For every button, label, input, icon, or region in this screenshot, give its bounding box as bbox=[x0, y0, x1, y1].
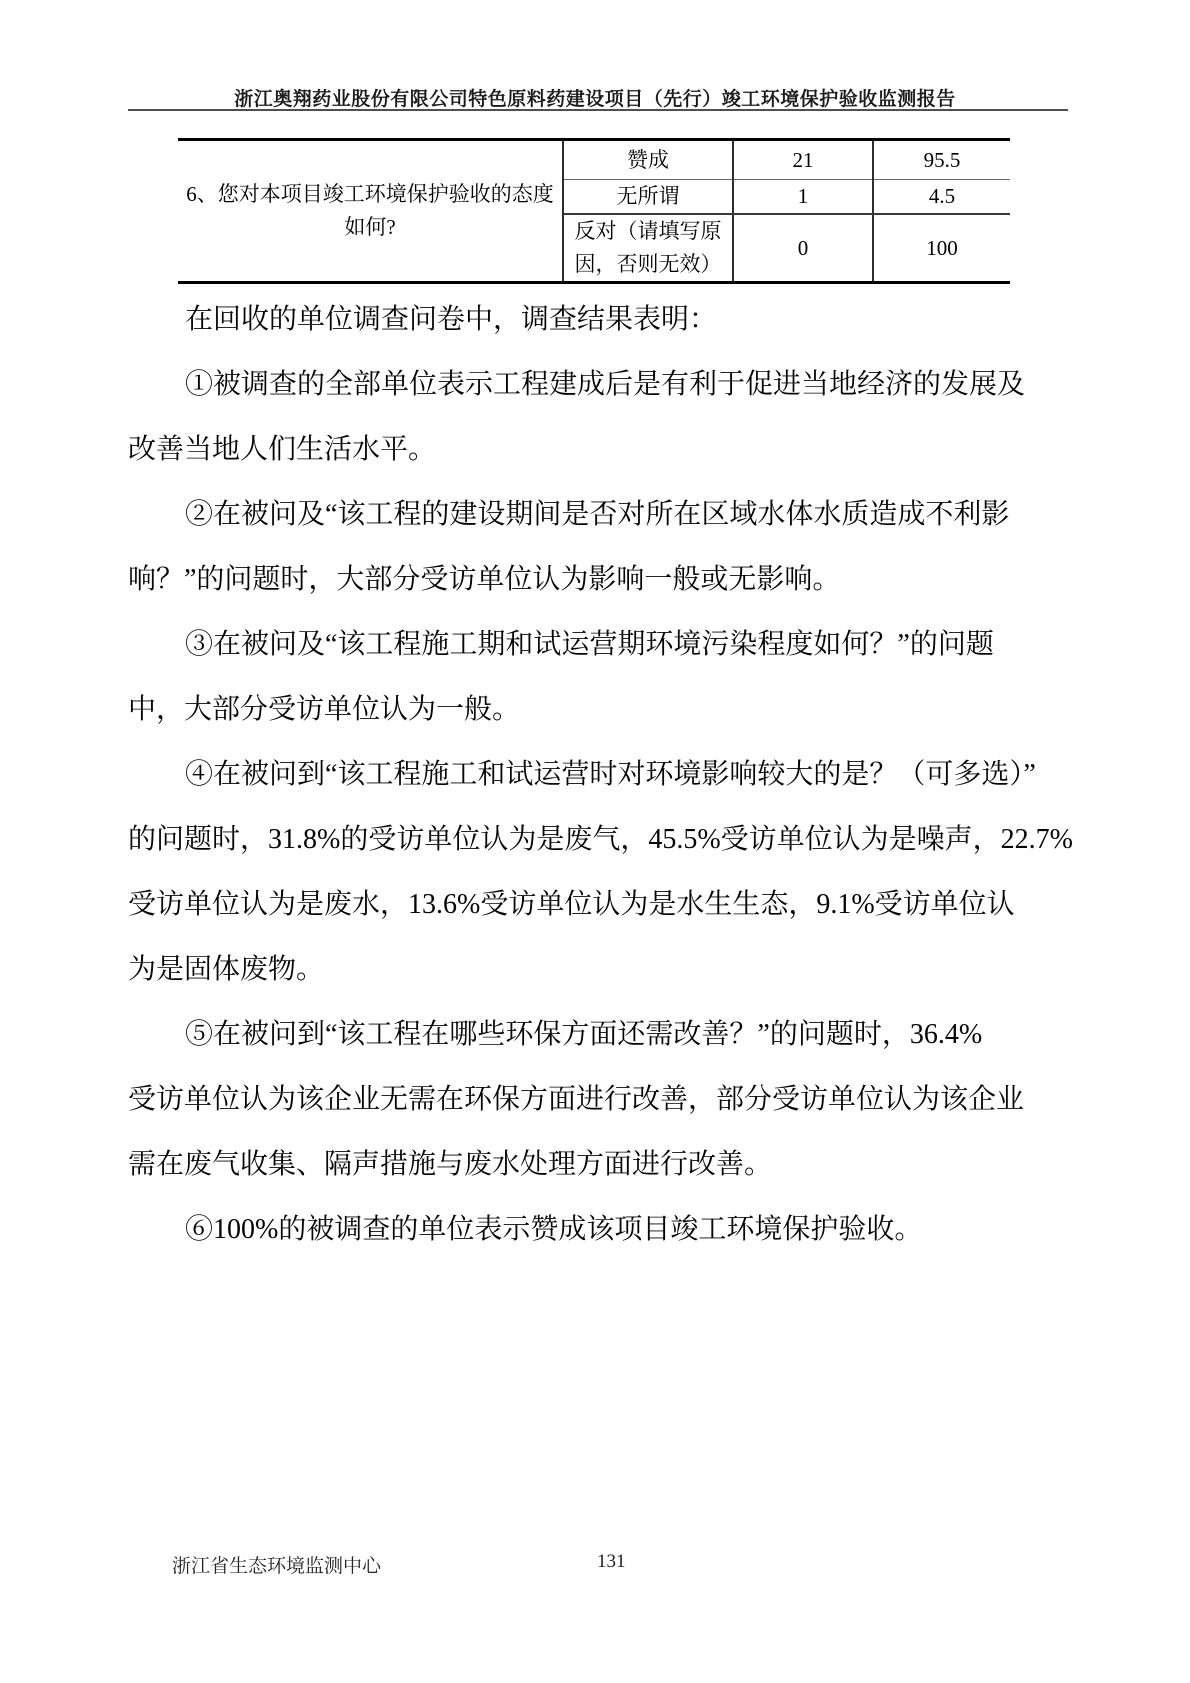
body-paragraphs bbox=[128, 287, 1072, 1262]
header-rule bbox=[128, 109, 1068, 111]
option-cell: 赞成 bbox=[563, 140, 733, 180]
paragraph-line: 需在废气收集、隔声措施与废水处理方面进行改善。 bbox=[128, 1149, 773, 1180]
option-cell: 反对（请填写原因，否则无效） bbox=[563, 214, 733, 283]
paragraph-line: ⑥100%的被调查的单位表示赞成该项目竣工环境保护验收。 bbox=[185, 1214, 923, 1245]
paragraph-line: 的问题时，31.8%的受访单位认为是废气，45.5%受访单位认为是噪声，22.7% bbox=[128, 824, 1073, 855]
table-row bbox=[178, 140, 1010, 180]
percent-cell: 95.5 bbox=[873, 140, 1010, 180]
paragraph-line: 为是固体废物。 bbox=[128, 954, 325, 985]
paragraph-line: 改善当地人们生活水平。 bbox=[128, 434, 437, 465]
paragraph-line: 中，大部分受访单位认为一般。 bbox=[128, 694, 521, 725]
footer-organization: 浙江省生态环境监测中心 bbox=[172, 1556, 382, 1577]
option-cell: 无所谓 bbox=[563, 180, 733, 215]
paragraph-line: ①被调查的全部单位表示工程建成后是有利于促进当地经济的发展及 bbox=[185, 369, 1026, 400]
paragraph-line: 受访单位认为是废水，13.6%受访单位认为是水生生态，9.1%受访单位认 bbox=[128, 889, 1015, 920]
paragraph-line: ②在被问及“该工程的建设期间是否对所在区域水体水质造成不利影 bbox=[185, 499, 1010, 530]
paragraph-line: ③在被问及“该工程施工期和试运营期环境污染程度如何？”的问题 bbox=[185, 629, 994, 660]
paragraph-line: ⑤在被问到“该工程在哪些环保方面还需改善？”的问题时，36.4% bbox=[185, 1019, 983, 1050]
page-footer bbox=[0, 1551, 1190, 1577]
survey-table bbox=[178, 138, 1010, 284]
percent-cell: 4.5 bbox=[873, 180, 1010, 215]
question-cell: 6、您对本项目竣工环境保护验收的态度如何? bbox=[178, 140, 563, 283]
count-cell: 1 bbox=[733, 180, 873, 215]
count-cell: 21 bbox=[733, 140, 873, 180]
footer-page-number: 131 bbox=[597, 1551, 626, 1572]
page-header-title: 浙江奥翔药业股份有限公司特色原料药建设项目（先行）竣工环境保护验收监测报告 bbox=[234, 89, 956, 110]
percent-cell: 100 bbox=[926, 235, 958, 260]
paragraph-line: 受访单位认为该企业无需在环保方面进行改善，部分受访单位认为该企业 bbox=[128, 1084, 1025, 1115]
count-cell: 0 bbox=[733, 214, 873, 283]
paragraph-line: ④在被问到“该工程施工和试运营时对环境影响较大的是？（可多选）” bbox=[185, 759, 1036, 790]
paragraph-line: 在回收的单位调查问卷中，调查结果表明： bbox=[185, 304, 718, 335]
paragraph-line: 响？”的问题时，大部分受访单位认为影响一般或无影响。 bbox=[128, 564, 841, 595]
